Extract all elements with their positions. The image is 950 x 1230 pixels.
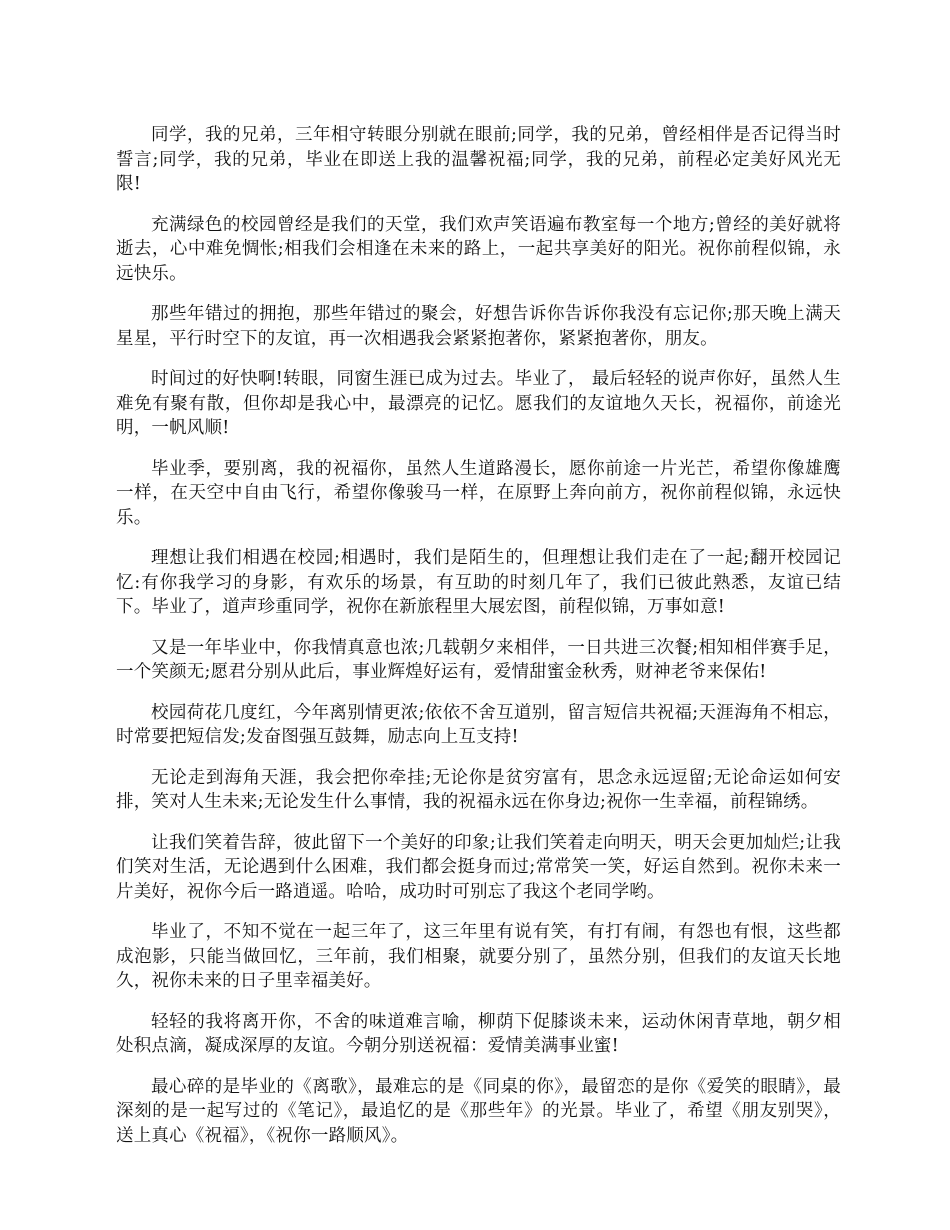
paragraph: 毕业了，不知不觉在一起三年了，这三年里有说有笑，有打有闹，有怨也有恨，这些都成泡影，只能当做回忆，三年前，我们相聚，就要分别了，虽然分别，但我们的友谊天长地久，祝你未来的日子里幸福美好。 bbox=[116, 922, 841, 991]
paragraph: 又是一年毕业中，你我情真意也浓;几载朝夕来相伴，一日共进三次餐;相知相伴赛手足，一个笑颜无;愿君分别从此后，事业辉煌好运有，爱情甜蜜金秋秀，财神老爷来保佑! bbox=[116, 637, 841, 682]
paragraph: 毕业季，要别离，我的祝福你，虽然人生道路漫长，愿你前途一片光芒，希望你像雄鹰一样，在天空中自由飞行，希望你像骏马一样，在原野上奔向前方，祝你前程似锦，永远快乐。 bbox=[116, 458, 841, 528]
paragraph: 让我们笑着告辞，彼此留下一个美好的印象;让我们笑着走向明天，明天会更加灿烂;让我们笑对生活，无论遇到什么困难，我们都会挺身而过;常常笑一笑，好运自然到。祝你未来一片美好，祝你今后一路逍遥。哈哈，成功时可别忘了我这个老同学哟。 bbox=[116, 832, 841, 902]
paragraph: 充满绿色的校园曾经是我们的天堂，我们欢声笑语遍布教室每一个地方;曾经的美好就将逝去，心中难免惆怅;相我们会相逢在未来的路上，一起共享美好的阳光。祝你前程似锦，永远快乐。 bbox=[116, 214, 841, 284]
paragraph: 无论走到海角天涯，我会把你牵挂;无论你是贫穷富有，思念永远逗留;无论命运如何安排，笑对人生未来;无论发生什么事情，我的祝福永远在你身边;祝你一生幸福，前程锦绣。 bbox=[116, 767, 841, 812]
paragraph: 那些年错过的拥抱，那些年错过的聚会，好想告诉你告诉你我没有忘记你;那天晚上满天星星，平行时空下的友谊，再一次相遇我会紧紧抱著你，紧紧抱著你，朋友。 bbox=[116, 304, 841, 349]
paragraph: 时间过的好快啊!转眼，同窗生涯已成为过去。毕业了， 最后轻轻的说声你好，虽然人生难免有聚有散，但你却是我心中，最漂亮的记忆。愿我们的友谊地久天长，祝福你，前途光明，一帆风顺! bbox=[116, 369, 841, 438]
document-body bbox=[116, 123, 841, 1164]
paragraph: 理想让我们相遇在校园;相遇时，我们是陌生的，但理想让我们走在了一起;翻开校园记忆:有你我学习的身影，有欢乐的场景，有互助的时刻几年了，我们已彼此熟悉，友谊已结下。毕业了，道声珍重同学，祝你在新旅程里大展宏图，前程似锦，万事如意! bbox=[116, 548, 841, 617]
paragraph: 最心碎的是毕业的《离歌》，最难忘的是《同桌的你》，最留恋的是你《爱笑的眼睛》，最深刻的是一起写过的《笔记》，最追忆的是《那些年》的光景。毕业了，希望《朋友别哭》，送上真心《祝福》，《祝你一路顺风》。 bbox=[116, 1076, 841, 1146]
paragraph: 校园荷花几度红，今年离别情更浓;依依不舍互道别，留言短信共祝福;天涯海角不相忘，时常要把短信发;发奋图强互鼓舞，励志向上互支持! bbox=[116, 702, 841, 747]
paragraph: 同学，我的兄弟，三年相守转眼分别就在眼前;同学，我的兄弟，曾经相伴是否记得当时誓言;同学，我的兄弟，毕业在即送上我的温馨祝福;同学，我的兄弟，前程必定美好风光无限! bbox=[116, 125, 841, 194]
paragraph: 轻轻的我将离开你，不舍的味道难言喻，柳荫下促膝谈未来，运动休闲青草地，朝夕相处积点滴，凝成深厚的友谊。今朝分别送祝福：爱情美满事业蜜! bbox=[116, 1011, 841, 1056]
